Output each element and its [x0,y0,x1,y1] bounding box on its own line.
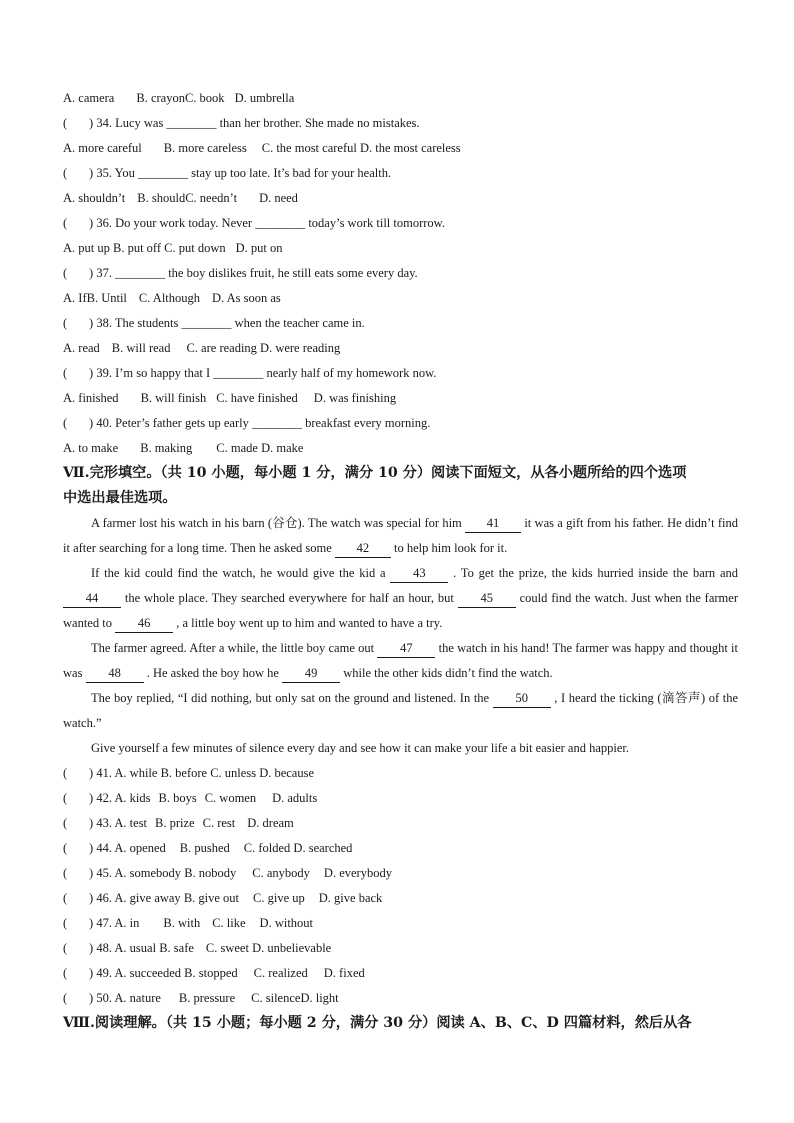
question-number: 48. [96,941,112,955]
option: C. have finished [216,391,298,405]
options-line-q40 [63,436,738,461]
option: B. put off [113,241,162,255]
blank-46: 46 [115,614,173,633]
answer-bracket: ( ) [63,166,94,180]
question-stem: 35. You ________ stay up too late. It’s bad for your health. [96,166,392,180]
cloze-question-45 [63,861,738,886]
passage-text: The farmer agreed. After a while, the little boy came out [91,641,378,655]
option: B. boys [158,791,197,805]
option: B. making [140,441,193,455]
answer-bracket: ( ) [63,941,94,955]
question-stem: 40. Peter’s father gets up early ________ breakfast every morning. [96,416,431,430]
option: A. somebody [114,866,182,880]
option: D. give back [318,891,383,905]
question-number: 45. [96,866,112,880]
answer-bracket: ( ) [63,841,94,855]
option: B. safe [159,941,194,955]
question-stem: 39. I’m so happy that I ________ nearly half of my homework now. [96,366,437,380]
options-line-q36 [63,236,738,261]
answer-bracket: ( ) [63,766,94,780]
options-line-q33 [63,86,738,111]
option: C. are reading [186,341,257,355]
option: B. crayon [136,91,185,105]
cloze-question-47 [63,911,738,936]
option: A. kids [114,791,151,805]
option: D. make [261,441,304,455]
passage-text: could find the watch. Just when the farmer wanted to [63,591,738,630]
question-q34 [63,111,738,136]
question-q38 [63,311,738,336]
question-number: 49. [96,966,112,980]
blank-44: 44 [63,589,121,608]
answer-bracket: ( ) [63,366,94,380]
cloze-question-46 [63,886,738,911]
passage-text: while the other kids didn’t find the watch. [340,666,553,680]
option: B. pressure [178,991,236,1005]
option: C. realized [253,966,308,980]
option: B. should [137,191,186,205]
option: A. to make [63,441,119,455]
cloze-question-49 [63,961,738,986]
exam-page [63,86,738,1036]
option: C. folded [243,841,291,855]
option: C. silence [251,991,301,1005]
passage-text: , a little boy went up to him and wanted to have a try. [173,616,443,630]
blank-45: 45 [458,589,516,608]
cloze-question-50 [63,986,738,1011]
option: A. opened [114,841,166,855]
question-stem: 36. Do your work today. Never ________ today’s work till tomorrow. [96,216,446,230]
options-line-q34 [63,136,738,161]
question-number: 42. [96,791,112,805]
option: C. unless [210,766,257,780]
option: C. put down [164,241,226,255]
option: A. nature [114,991,161,1005]
option: C. book [184,91,225,105]
passage-text: the whole place. They searched everywhere for half an hour, but [121,591,458,605]
passage-paragraph-4 [63,686,738,736]
option: C. needn’t [185,191,238,205]
passage-paragraph-3 [63,636,738,686]
answer-bracket: ( ) [63,816,94,830]
option: D. because [259,766,315,780]
question-number: 44. [96,841,112,855]
options-line-q37 [63,286,738,311]
option: D. As soon as [212,291,281,305]
question-q39 [63,361,738,386]
passage-text: , I heard the ticking (滴答声) of the watch.” [63,691,738,730]
answer-bracket: ( ) [63,116,94,130]
blank-41: 41 [465,514,521,533]
answer-bracket: ( ) [63,416,94,430]
option: A. finished [63,391,119,405]
answer-bracket: ( ) [63,891,94,905]
option: D. fixed [323,966,365,980]
passage-text: If the kid could find the watch, he would give the kid a [91,566,391,580]
option: A. more careful [63,141,142,155]
passage-text: . To get the prize, the kids hurried inside the barn and [448,566,738,580]
option: B. before [160,766,208,780]
option: C. sweet [205,941,249,955]
option: D. put on [235,241,283,255]
cloze-question-48 [63,936,738,961]
option: D. were reading [260,341,341,355]
question-q40 [63,411,738,436]
option: D. need [259,191,298,205]
option: D. searched [293,841,353,855]
question-q36 [63,211,738,236]
answer-bracket: ( ) [63,966,94,980]
answer-bracket: ( ) [63,916,94,930]
passage-text: the watch in his hand! The farmer was happy and thought it was [63,641,738,680]
cloze-question-41 [63,761,738,786]
option: C. Although [138,291,201,305]
question-stem: 37. ________ the boy dislikes fruit, he still eats some every day. [96,266,418,280]
passage-text: it was a gift from his father. He didn’t find it after searching for a long time. Then he asked some [63,516,738,555]
section-heading-cloze: Ⅶ.完形填空。（共 10 小题，每小题 1 分，满分 10 分）阅读下面短文，从各小题所给的四个选项 [63,465,687,481]
question-stem: 38. The students ________ when the teacher came in. [96,316,365,330]
options-line-q39 [63,386,738,411]
options-line-q38 [63,336,738,361]
passage-text: A farmer lost his watch in his barn (谷仓). The watch was special for him [91,516,466,530]
passage-text: . He asked the boy how he [143,666,283,680]
answer-bracket: ( ) [63,791,94,805]
option: A. read [63,341,100,355]
blank-50: 50 [493,689,551,708]
answer-bracket: ( ) [63,316,94,330]
option: C. made [216,441,258,455]
question-number: 43. [96,816,112,830]
option: A. test [114,816,148,830]
option: C. the most careful [261,141,357,155]
passage-paragraph-5: Give yourself a few minutes of silence every day and see how it can make your life a bit easier and happier. [91,741,629,755]
question-number: 47. [96,916,112,930]
blank-42: 42 [335,539,391,558]
option: D. umbrella [234,91,295,105]
passage-text: to help him look for it. [390,541,508,555]
option: C. give up [253,891,305,905]
option: A. If [63,291,87,305]
option: B. more careless [163,141,247,155]
blank-49: 49 [282,664,340,683]
section-heading-reading: Ⅷ.阅读理解。（共 15 小题；每小题 2 分，满分 30 分）阅读 A、B、C、D 四篇材料，然后从各 [63,1015,692,1031]
blank-43: 43 [390,564,448,583]
option: C. anybody [252,866,310,880]
option: B. prize [155,816,195,830]
option: B. Until [86,291,127,305]
question-stem: 34. Lucy was ________ than her brother. She made no mistakes. [96,116,420,130]
option: B. pushed [179,841,230,855]
option: D. was finishing [313,391,397,405]
option: A. put up [63,241,110,255]
option: A. while [114,766,158,780]
option: A. in [114,916,140,930]
question-number: 50. [96,991,112,1005]
option: D. light [300,991,339,1005]
option: A. camera [63,91,115,105]
answer-bracket: ( ) [63,991,94,1005]
answer-bracket: ( ) [63,866,94,880]
question-number: 46. [96,891,112,905]
option: B. will finish [140,391,207,405]
options-line-q35 [63,186,738,211]
option: B. nobody [184,866,237,880]
cloze-question-44 [63,836,738,861]
passage-paragraph-1 [63,511,738,561]
option: D. everybody [323,866,392,880]
option: B. give out [183,891,240,905]
blank-48: 48 [86,664,144,683]
answer-bracket: ( ) [63,266,94,280]
option: A. shouldn’t [63,191,126,205]
option: A. succeeded [114,966,182,980]
option: D. dream [247,816,294,830]
cloze-question-42 [63,786,738,811]
section-heading-cloze-cont: 中选出最佳选项。 [63,490,177,506]
option: B. stopped [184,966,238,980]
blank-47: 47 [377,639,435,658]
passage-paragraph-2 [63,561,738,636]
option: D. the most careless [359,141,461,155]
option: B. with [163,916,201,930]
question-q35 [63,161,738,186]
option: C. like [212,916,246,930]
option: B. will read [111,341,171,355]
option: D. adults [272,791,318,805]
cloze-question-43 [63,811,738,836]
option: C. women [204,791,257,805]
option: A. give away [114,891,181,905]
option: D. unbelievable [252,941,332,955]
question-number: 41. [96,766,112,780]
option: C. rest [202,816,236,830]
question-q37 [63,261,738,286]
option: D. without [259,916,314,930]
option: A. usual [114,941,157,955]
passage-text: The boy replied, “I did nothing, but only sat on the ground and listened. In the [91,691,493,705]
answer-bracket: ( ) [63,216,94,230]
